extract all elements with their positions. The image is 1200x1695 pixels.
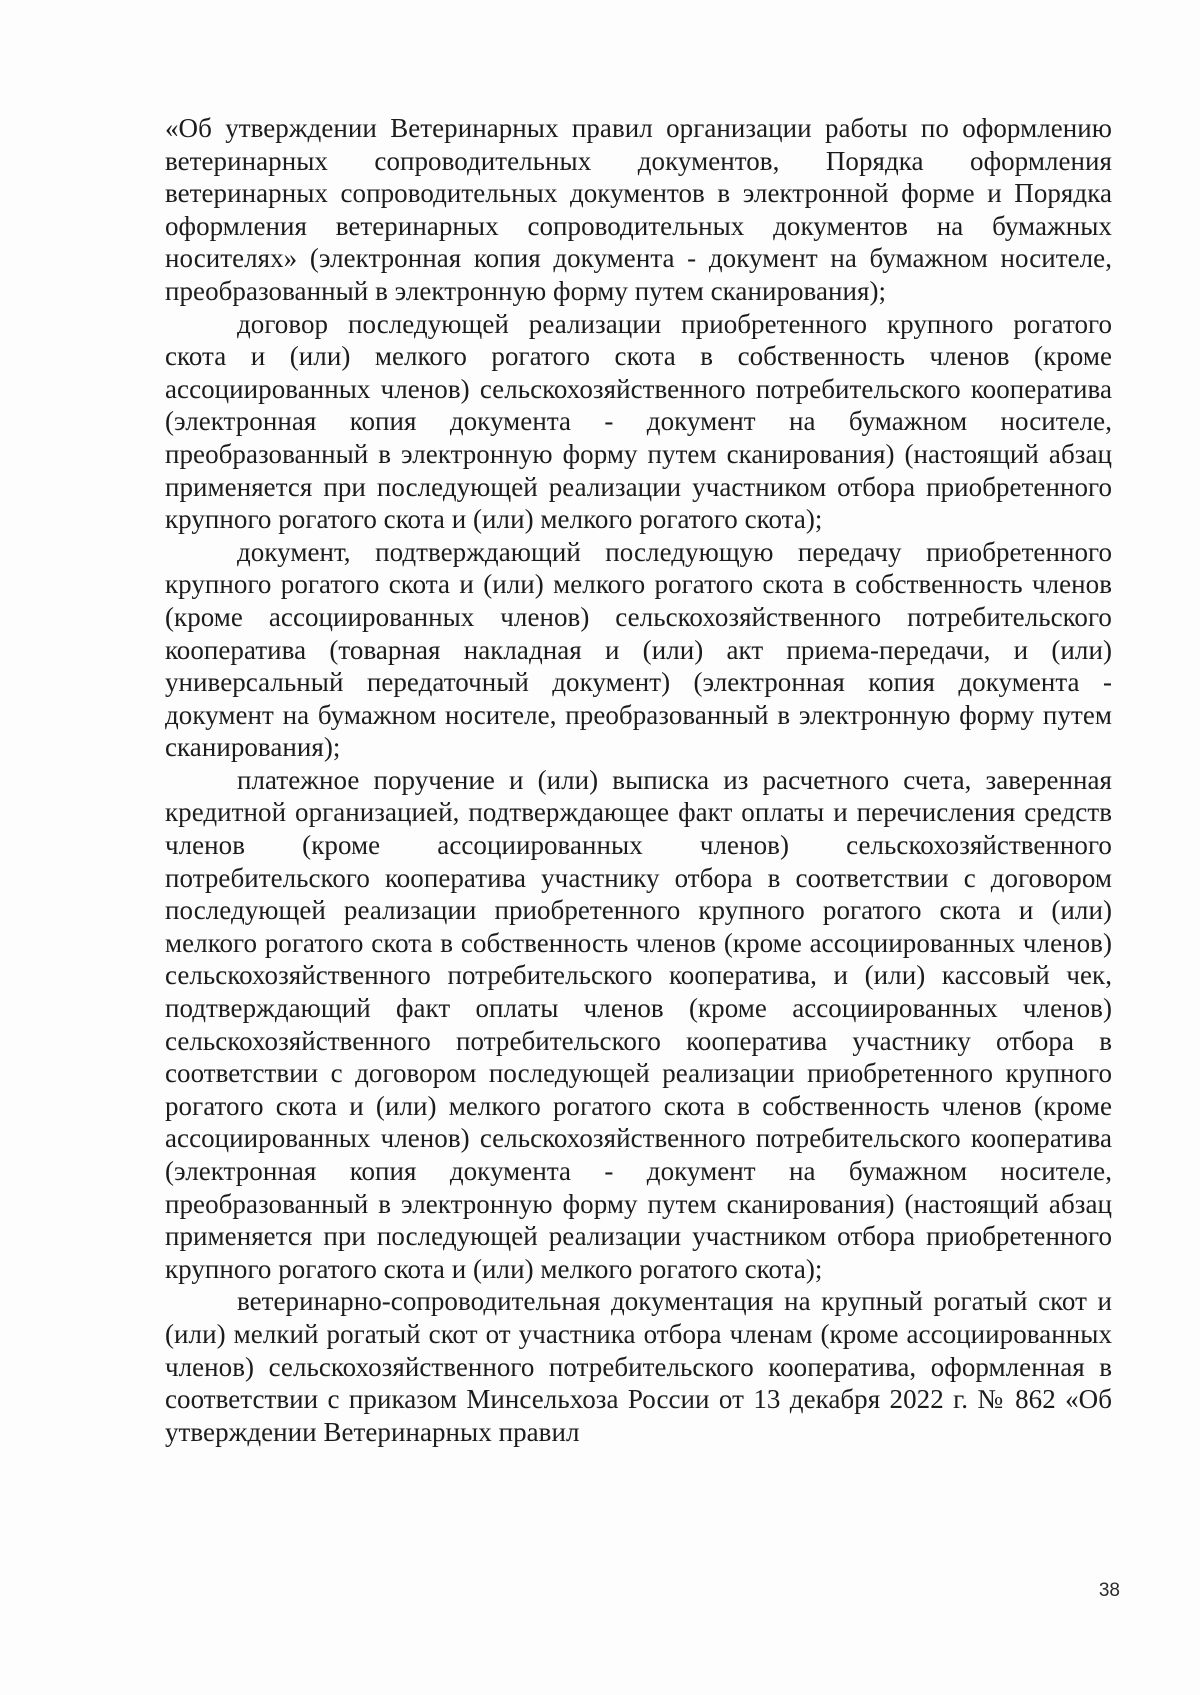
paragraph-4: платежное поручение и (или) выписка из расчетного счета, заверенная кредитной организацией, подтверждающее факт оплаты и перечисления средств членов (кроме ассоциированных членов) сельскохозяйственного потребительского кооператива участнику отбора в соответствии с договором последующей реализации приобретенного крупного рогатого скота и (или) мелкого рогатого скота в собственность членов (кроме ассоциированных членов) сельскохозяйственного потребительского кооператива, и (или) кассовый чек, подтверждающий факт оплаты членов (кроме ассоциированных членов) сельскохозяйственного потребительского кооператива участнику отбора в соответствии с договором последующей реализации приобретенного крупного рогатого скота и (или) мелкого рогатого скота в собственность членов (кроме ассоциированных членов) сельскохозяйственного потребительского кооператива (электронная копия документа - документ на бумажном носителе, преобразованный в электронную форму путем сканирования) (настоящий абзац применяется при последующей реализации участником отбора приобретенного крупного рогатого скота и (или) мелкого рогатого скота); [165,764,1112,1284]
document-body [165,112,1112,1448]
paragraph-2: договор последующей реализации приобретенного крупного рогатого скота и (или) мелкого рогатого скота в собственность членов (кроме ассоциированных членов) сельскохозяйственного потребительского кооператива (электронная копия документа - документ на бумажном носителе, преобразованный в электронную форму путем сканирования) (настоящий абзац применяется при последующей реализации участником отбора приобретенного крупного рогатого скота и (или) мелкого рогатого скота); [165,308,1112,535]
paragraph-1: «Об утверждении Ветеринарных правил организации работы по оформлению ветеринарных сопроводительных документов, Порядка оформления ветеринарных сопроводительных документов в электронной форме и Порядка оформления ветеринарных сопроводительных документов на бумажных носителях» (электронная копия документа - документ на бумажном носителе, преобразованный в электронную форму путем сканирования); [165,113,1112,306]
paragraph-5: ветеринарно-сопроводительная документация на крупный рогатый скот и (или) мелкий рогатый скот от участника отбора членам (кроме ассоциированных членов) сельскохозяйственного потребительского кооператива, оформленная в соответствии с приказом Минсельхоза России от 13 декабря 2022 г. № 862 «Об утверждении Ветеринарных правил [165,1286,1112,1447]
page-number: 38 [1098,1580,1120,1601]
paragraph-3: документ, подтверждающий последующую передачу приобретенного крупного рогатого скота и (или) мелкого рогатого скота в собственность членов (кроме ассоциированных членов) сельскохозяйственного потребительского кооператива (товарная накладная и (или) акт приема-передачи, и (или) универсальный передаточный документ) (электронная копия документа - документ на бумажном носителе, преобразованный в электронную форму путем сканирования); [165,536,1112,763]
